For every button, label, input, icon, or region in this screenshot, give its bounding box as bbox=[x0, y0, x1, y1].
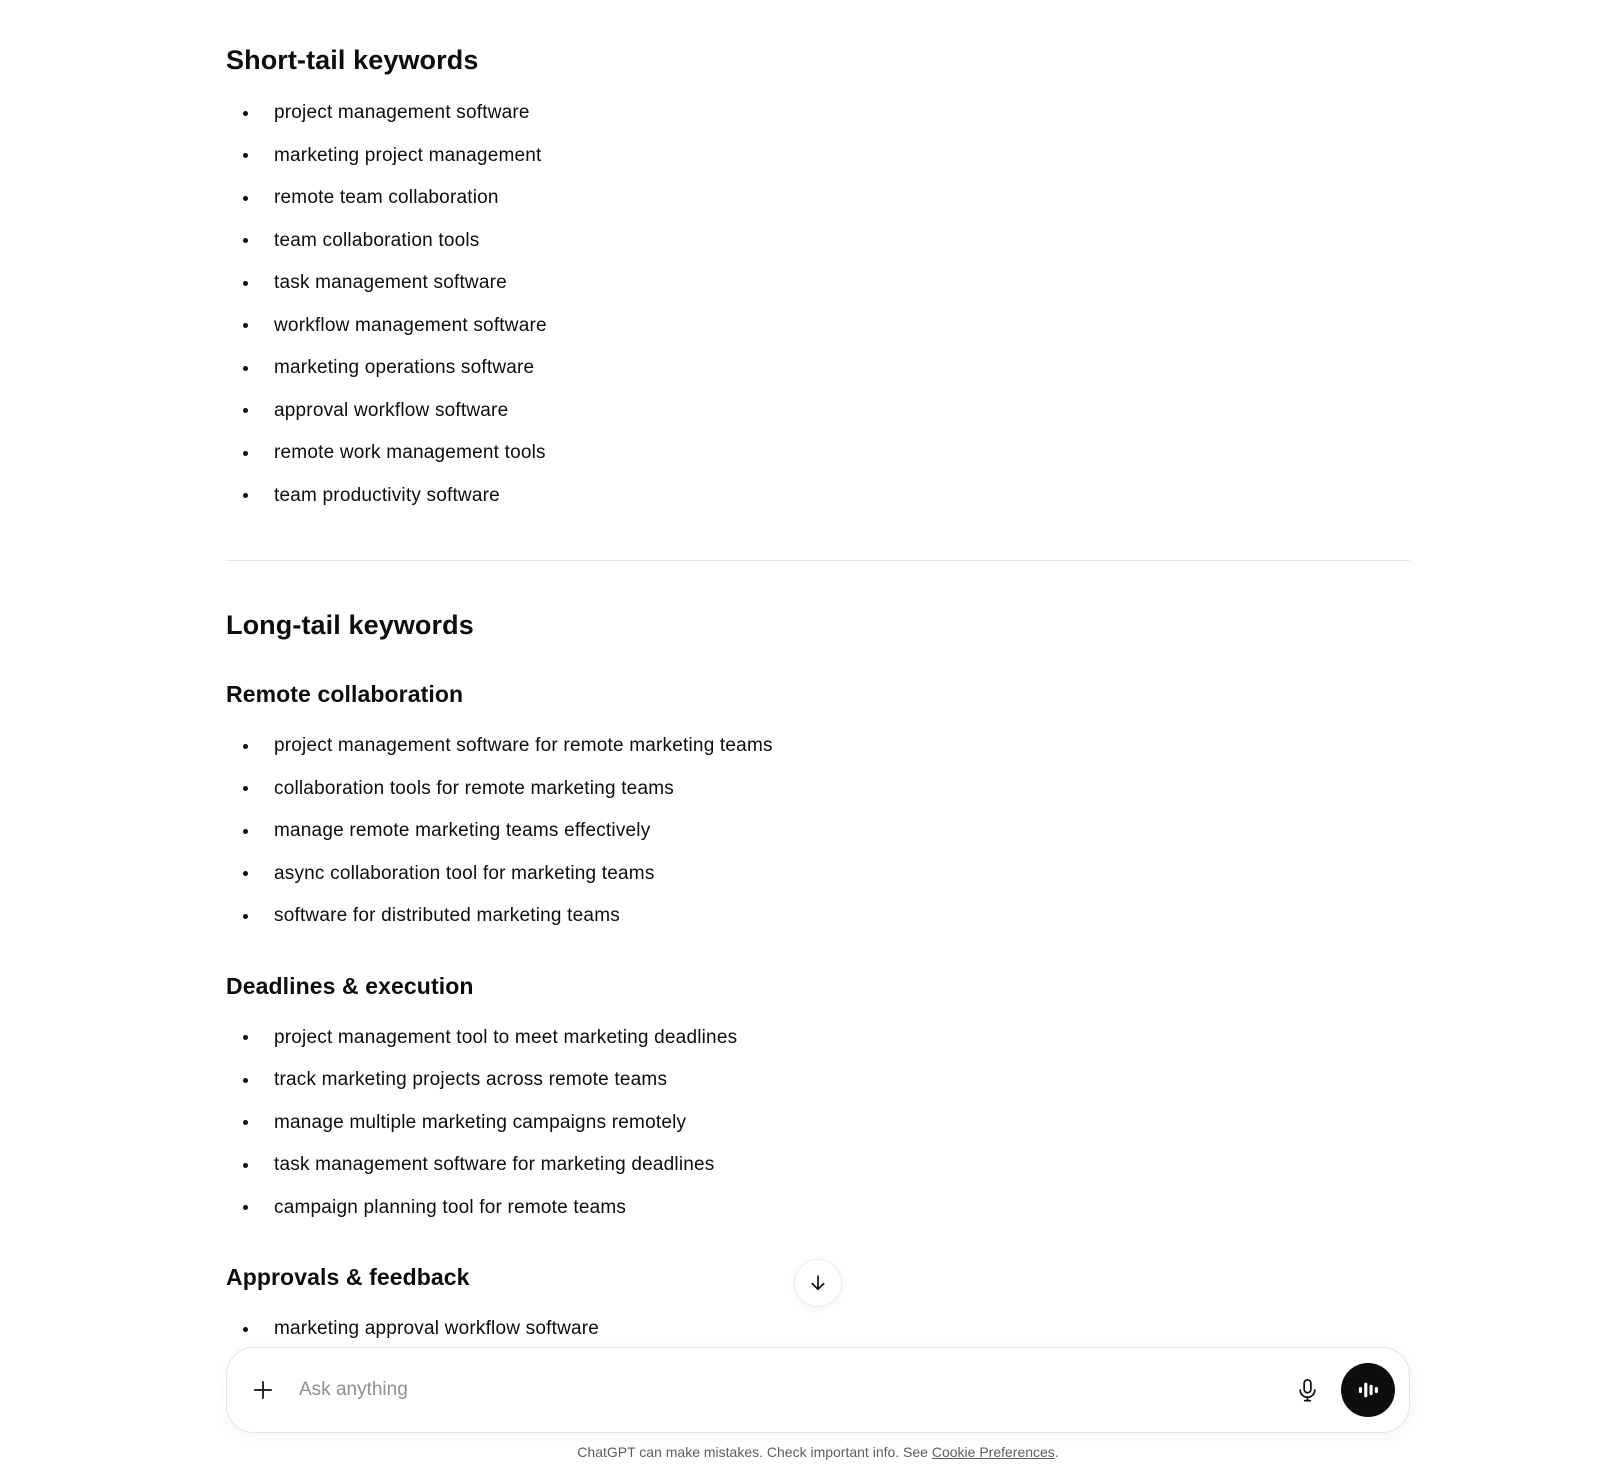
list-item bbox=[226, 262, 1410, 305]
section-divider bbox=[226, 560, 1410, 561]
list-item bbox=[226, 390, 1410, 433]
section-heading: Short-tail keywords bbox=[226, 45, 479, 75]
list-item bbox=[226, 810, 1410, 853]
bullet-marker bbox=[243, 281, 248, 286]
section-heading: Long-tail keywords bbox=[226, 610, 474, 640]
list-item bbox=[226, 853, 1410, 896]
bullet-marker bbox=[243, 238, 248, 243]
list-item bbox=[226, 1144, 1410, 1187]
list-item bbox=[226, 92, 1410, 135]
cookie-preferences-link[interactable]: Cookie Preferences bbox=[931, 1444, 1055, 1460]
list-item bbox=[226, 895, 1410, 938]
bullet-marker bbox=[243, 871, 248, 876]
list-item bbox=[226, 305, 1410, 348]
bullet-marker bbox=[243, 451, 248, 456]
list-item-text: team collaboration tools bbox=[274, 229, 480, 251]
list-item-text: project management software bbox=[274, 102, 530, 123]
list-item bbox=[226, 135, 1410, 178]
list-item-text: marketing approval workflow software bbox=[274, 1318, 600, 1339]
voice-waveform-icon bbox=[1355, 1377, 1381, 1403]
list-item-text: approval workflow software bbox=[274, 399, 509, 421]
list-item-text: async collaboration tool for marketing teams bbox=[274, 862, 655, 884]
bullet-marker bbox=[243, 1035, 248, 1040]
list-item-text: campaign planning tool for remote teams bbox=[274, 1196, 627, 1218]
bullet-marker bbox=[243, 111, 248, 116]
disclaimer-text: ChatGPT can make mistakes. Check important info. See bbox=[577, 1444, 932, 1460]
subsection-heading: Remote collaboration bbox=[226, 681, 464, 707]
bullet-marker bbox=[243, 366, 248, 371]
bullet-marker bbox=[243, 1120, 248, 1125]
bullet-marker bbox=[243, 1327, 248, 1332]
footer-disclaimer bbox=[226, 1443, 1410, 1461]
arrow-down-icon bbox=[807, 1272, 829, 1294]
list-item-text: workflow management software bbox=[274, 314, 547, 336]
list-item-text: software for distributed marketing teams bbox=[274, 905, 620, 926]
keyword-list bbox=[226, 1017, 1410, 1230]
list-item-text: task management software for marketing deadlines bbox=[274, 1154, 715, 1175]
dictate-button[interactable] bbox=[1287, 1370, 1327, 1410]
list-item bbox=[226, 177, 1410, 220]
subsection-heading: Approvals & feedback bbox=[226, 1264, 470, 1290]
plus-icon bbox=[249, 1376, 277, 1404]
voice-mode-button[interactable] bbox=[1341, 1363, 1395, 1417]
bullet-marker bbox=[243, 493, 248, 498]
list-item bbox=[226, 1102, 1410, 1145]
bullet-marker bbox=[243, 1205, 248, 1210]
bullet-marker bbox=[243, 786, 248, 791]
list-item-text: collaboration tools for remote marketing teams bbox=[274, 777, 674, 799]
microphone-icon bbox=[1294, 1377, 1321, 1404]
bullet-marker bbox=[243, 1078, 248, 1083]
bullet-marker bbox=[243, 1163, 248, 1168]
bullet-marker bbox=[243, 153, 248, 158]
list-item-text: remote work management tools bbox=[274, 442, 546, 463]
list-item bbox=[226, 432, 1410, 475]
list-item bbox=[226, 768, 1410, 811]
disclaimer-period: . bbox=[1054, 1444, 1059, 1460]
bullet-marker bbox=[243, 744, 248, 749]
list-item bbox=[226, 220, 1410, 263]
list-item bbox=[226, 1187, 1410, 1230]
list-item-text: project management software for remote marketing teams bbox=[274, 735, 773, 756]
list-item bbox=[226, 1059, 1410, 1102]
bullet-marker bbox=[243, 408, 248, 413]
list-item bbox=[226, 347, 1410, 390]
scroll-to-bottom-button[interactable] bbox=[794, 1259, 842, 1307]
list-item-text: project management tool to meet marketing deadlines bbox=[274, 1026, 738, 1048]
bullet-marker bbox=[243, 829, 248, 834]
keyword-list bbox=[226, 725, 1410, 938]
list-item-text: marketing operations software bbox=[274, 357, 535, 378]
bullet-marker bbox=[243, 323, 248, 328]
subsection-heading: Deadlines & execution bbox=[226, 972, 474, 999]
keyword-list bbox=[226, 92, 1410, 517]
list-item-text: track marketing projects across remote teams bbox=[274, 1069, 668, 1090]
list-item-text: manage multiple marketing campaigns remotely bbox=[274, 1111, 687, 1133]
keyword-list bbox=[226, 1308, 1410, 1351]
list-item-text: team productivity software bbox=[274, 484, 500, 506]
list-item-text: marketing project management bbox=[274, 144, 542, 166]
list-item bbox=[226, 475, 1410, 518]
composer bbox=[226, 1347, 1410, 1433]
bullet-marker bbox=[243, 914, 248, 919]
list-item bbox=[226, 725, 1410, 768]
list-item-text: manage remote marketing teams effectively bbox=[274, 820, 651, 841]
bullet-marker bbox=[243, 196, 248, 201]
message-input[interactable] bbox=[299, 1379, 1287, 1401]
list-item bbox=[226, 1017, 1410, 1060]
list-item bbox=[226, 1308, 1410, 1351]
list-item-text: task management software bbox=[274, 272, 507, 293]
attach-button[interactable] bbox=[243, 1370, 283, 1410]
assistant-message bbox=[226, 0, 1410, 1351]
list-item-text: remote team collaboration bbox=[274, 187, 499, 208]
